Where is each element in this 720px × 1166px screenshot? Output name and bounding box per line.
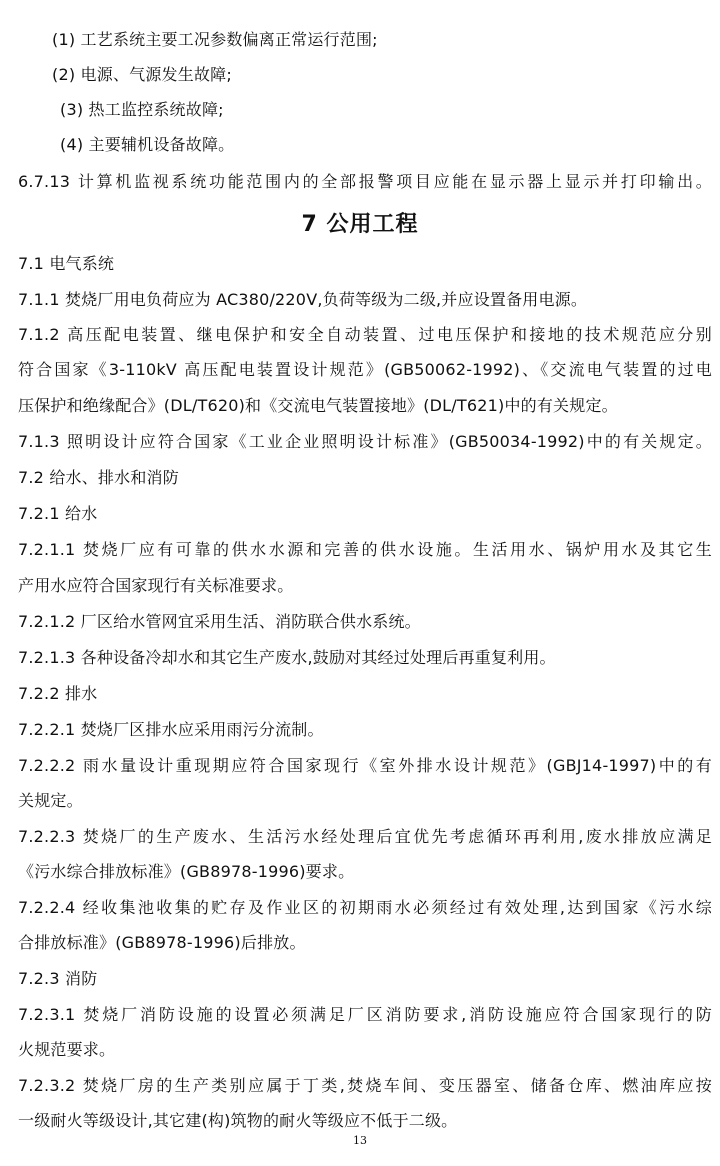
section-heading: 7.1 电气系统 <box>18 254 115 273</box>
paragraph-line: 7.1.1 焚烧厂用电负荷应为 AC380/220V,负荷等级为二级,并应设置备用电源。 <box>18 290 588 309</box>
subsection-heading: 7.2.2 排水 <box>18 684 98 703</box>
paragraph-line: 7.2.2.1 焚烧厂区排水应采用雨污分流制。 <box>18 720 324 739</box>
subsection-heading: 7.2.3 消防 <box>18 969 98 988</box>
paragraph-line: 7.2.2.3 焚烧厂的生产废水、生活污水经处理后宜优先考虑循环再利用,废水排放应满足 <box>18 827 712 846</box>
subsection-heading: 7.2.1 给水 <box>18 504 98 523</box>
paragraph-line: 7.2.1.1 焚烧厂应有可靠的供水水源和完善的供水设施。生活用水、锅炉用水及其它生 <box>18 540 712 559</box>
paragraph-line: 合排放标准》(GB8978-1996)后排放。 <box>18 933 306 952</box>
paragraph-line: 7.2.2.2 雨水量设计重现期应符合国家现行《室外排水设计规范》(GBJ14-1997)中的有 <box>18 756 712 775</box>
paragraph-line: 7.1.3 照明设计应符合国家《工业企业照明设计标准》(GB50034-1992)中的有关规定。 <box>18 432 712 451</box>
paragraph-line: 7.2.3.2 焚烧厂房的生产类别应属于丁类,焚烧车间、变压器室、储备仓库、燃油库应按 <box>18 1076 712 1095</box>
list-item: (2) 电源、气源发生故障; <box>52 65 232 84</box>
section-heading: 7.2 给水、排水和消防 <box>18 468 179 487</box>
paragraph-line: 关规定。 <box>18 791 83 810</box>
paragraph-line: 7.2.1.2 厂区给水管网宜采用生活、消防联合供水系统。 <box>18 612 421 631</box>
chapter-heading: 7 公用工程 <box>301 212 419 237</box>
list-item: (3) 热工监控系统故障; <box>60 100 224 119</box>
paragraph-line: 产用水应符合国家现行有关标准要求。 <box>18 576 294 595</box>
paragraph-line: 7.2.1.3 各种设备冷却水和其它生产废水,鼓励对其经过处理后再重复利用。 <box>18 648 556 667</box>
list-item: (4) 主要辅机设备故障。 <box>60 135 235 154</box>
page-number: 13 <box>353 1134 367 1147</box>
paragraph-line: 一级耐火等级设计,其它建(构)筑物的耐火等级应不低于二级。 <box>18 1111 458 1130</box>
paragraph-line: 火规范要求。 <box>18 1040 116 1059</box>
paragraph-line: 符合国家《3-110kV 高压配电装置设计规范》(GB50062-1992)、《交流电气装置的过电 <box>18 360 712 379</box>
paragraph-line: 6.7.13 计算机监视系统功能范围内的全部报警项目应能在显示器上显示并打印输出。 <box>18 172 712 191</box>
paragraph-line: 7.1.2 高压配电装置、继电保护和安全自动装置、过电压保护和接地的技术规范应分别 <box>18 325 712 344</box>
paragraph-line: 《污水综合排放标准》(GB8978-1996)要求。 <box>18 862 355 881</box>
list-item: (1) 工艺系统主要工况参数偏离正常运行范围; <box>52 30 378 49</box>
paragraph-line: 7.2.2.4 经收集池收集的贮存及作业区的初期雨水必须经过有效处理,达到国家《污水综 <box>18 898 712 917</box>
paragraph-line: 7.2.3.1 焚烧厂消防设施的设置必须满足厂区消防要求,消防设施应符合国家现行的防 <box>18 1005 712 1024</box>
paragraph-line: 压保护和绝缘配合》(DL/T620)和《交流电气装置接地》(DL/T621)中的有关规定。 <box>18 396 618 415</box>
